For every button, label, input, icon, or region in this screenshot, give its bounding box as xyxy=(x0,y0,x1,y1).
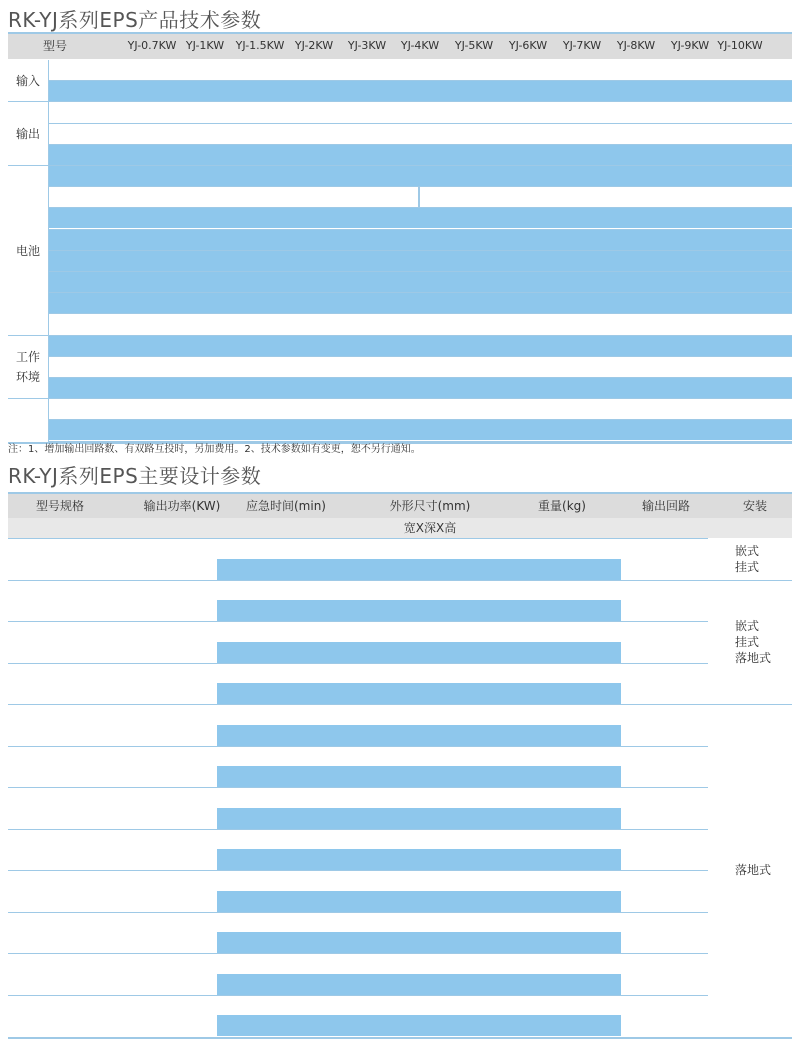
spec-header-cell: YJ-5KW xyxy=(454,39,494,52)
spec-header-cell: YJ-1.5KW xyxy=(235,39,285,52)
spec-group-label xyxy=(8,71,48,91)
design-title: RK-YJ系列EPS主要设计参数 xyxy=(8,464,262,488)
design-install-divider xyxy=(708,704,792,705)
design-model-divider xyxy=(8,580,708,581)
design-row-highlight xyxy=(217,559,621,580)
spec-row-highlight xyxy=(48,378,792,398)
spec-row-divider xyxy=(48,186,792,187)
design-model-divider xyxy=(8,912,708,913)
design-bottom-border xyxy=(8,1037,792,1039)
design-row-highlight xyxy=(217,932,621,953)
spec-row-highlight xyxy=(48,208,792,228)
spec-group-label-line: 输入 xyxy=(15,74,40,89)
spec-header-cell: 型号 xyxy=(42,39,68,53)
spec-row-divider xyxy=(48,123,792,124)
design-install-divider xyxy=(708,580,792,581)
design-row-highlight xyxy=(217,849,621,870)
design-row-highlight xyxy=(217,808,621,829)
spec-group-label-line: 环境 xyxy=(15,370,40,385)
spec-group-label xyxy=(8,124,48,144)
design-row-highlight xyxy=(217,891,621,912)
spec-row-highlight xyxy=(48,420,792,440)
design-row-highlight xyxy=(217,1015,621,1036)
spec-row-highlight xyxy=(48,145,792,165)
design-install-line: 落地式 xyxy=(735,863,772,877)
spec-row-highlight xyxy=(48,166,792,186)
design-model-divider xyxy=(8,704,708,705)
spec-header-cell: YJ-2KW xyxy=(294,39,334,52)
design-row-highlight xyxy=(217,642,621,663)
spec-row-highlight xyxy=(48,293,792,313)
design-header-cell: 安装 xyxy=(742,499,768,513)
design-install-line: 挂式 xyxy=(735,559,760,574)
spec-row-highlight xyxy=(48,336,792,356)
spec-header-cell: YJ-8KW xyxy=(616,39,656,52)
design-model-divider xyxy=(8,995,708,996)
spec-header-cell: YJ-6KW xyxy=(508,39,548,52)
design-install-line: 嵌式 xyxy=(735,618,760,633)
design-model-divider xyxy=(8,746,708,747)
design-model-divider xyxy=(8,538,708,539)
spec-row-divider xyxy=(48,313,792,314)
design-install-line: 挂式 xyxy=(735,634,760,649)
spec-title: RK-YJ系列EPS产品技术参数 xyxy=(8,8,262,32)
design-model-divider xyxy=(8,870,708,871)
spec-group-divider xyxy=(8,398,48,399)
spec-group-label xyxy=(8,241,48,261)
spec-row-divider xyxy=(48,398,792,399)
spec-header-cell: YJ-4KW xyxy=(400,39,440,52)
design-model-divider xyxy=(8,829,708,830)
spec-battery-split xyxy=(418,187,420,208)
design-row-highlight xyxy=(217,766,621,787)
design-row-highlight xyxy=(217,600,621,621)
design-row-highlight xyxy=(217,974,621,995)
spec-header-cell: YJ-3KW xyxy=(347,39,387,52)
design-model-divider xyxy=(8,953,708,954)
design-header-cell: 型号规格 xyxy=(35,499,85,513)
spec-group-divider xyxy=(8,101,48,102)
spec-row-highlight xyxy=(48,272,792,292)
design-header-cell: 外形尺寸(mm) xyxy=(389,499,471,513)
spec-header-cell: YJ-9KW xyxy=(670,39,710,52)
spec-row-highlight xyxy=(48,251,792,271)
design-model-divider xyxy=(8,787,708,788)
spec-header-cell: YJ-10KW xyxy=(717,39,763,52)
design-header-cell: 输出回路 xyxy=(641,499,691,513)
spec-left-divider xyxy=(48,60,49,442)
design-subheader: 宽X深X高 xyxy=(403,521,457,535)
spec-row-divider xyxy=(48,101,792,102)
spec-group-divider xyxy=(8,165,48,166)
design-install-line: 嵌式 xyxy=(735,543,760,558)
spec-row-highlight xyxy=(48,230,792,250)
spec-header-cell: YJ-7KW xyxy=(562,39,602,52)
spec-row-highlight xyxy=(48,81,792,101)
spec-group-label-line: 电池 xyxy=(15,243,40,258)
design-header-cell: 重量(kg) xyxy=(538,499,586,513)
spec-group-label-line: 输出 xyxy=(15,127,40,142)
spec-group-label xyxy=(8,347,48,387)
design-install xyxy=(735,862,775,878)
design-header-cell: 应急时间(min) xyxy=(246,499,326,513)
design-subheader-band xyxy=(8,518,792,538)
design-install xyxy=(735,543,775,575)
spec-row-divider xyxy=(48,356,792,357)
spec-header-cell: YJ-0.7KW xyxy=(127,39,177,52)
design-model-divider xyxy=(8,663,708,664)
spec-note: 注：1、增加输出回路数、有双路互投时，另加费用。2、技术参数如有变更，恕不另行通知。 xyxy=(8,444,421,455)
spec-group-label-line: 工作 xyxy=(15,350,40,365)
design-model-divider xyxy=(8,621,708,622)
design-header-cell: 输出功率(KW) xyxy=(143,499,221,513)
design-row-highlight xyxy=(217,725,621,746)
design-install-line: 落地式 xyxy=(735,650,772,665)
design-row-highlight xyxy=(217,683,621,704)
design-install xyxy=(735,618,775,666)
spec-header-cell: YJ-1KW xyxy=(185,39,225,52)
spec-group-divider xyxy=(8,335,48,336)
